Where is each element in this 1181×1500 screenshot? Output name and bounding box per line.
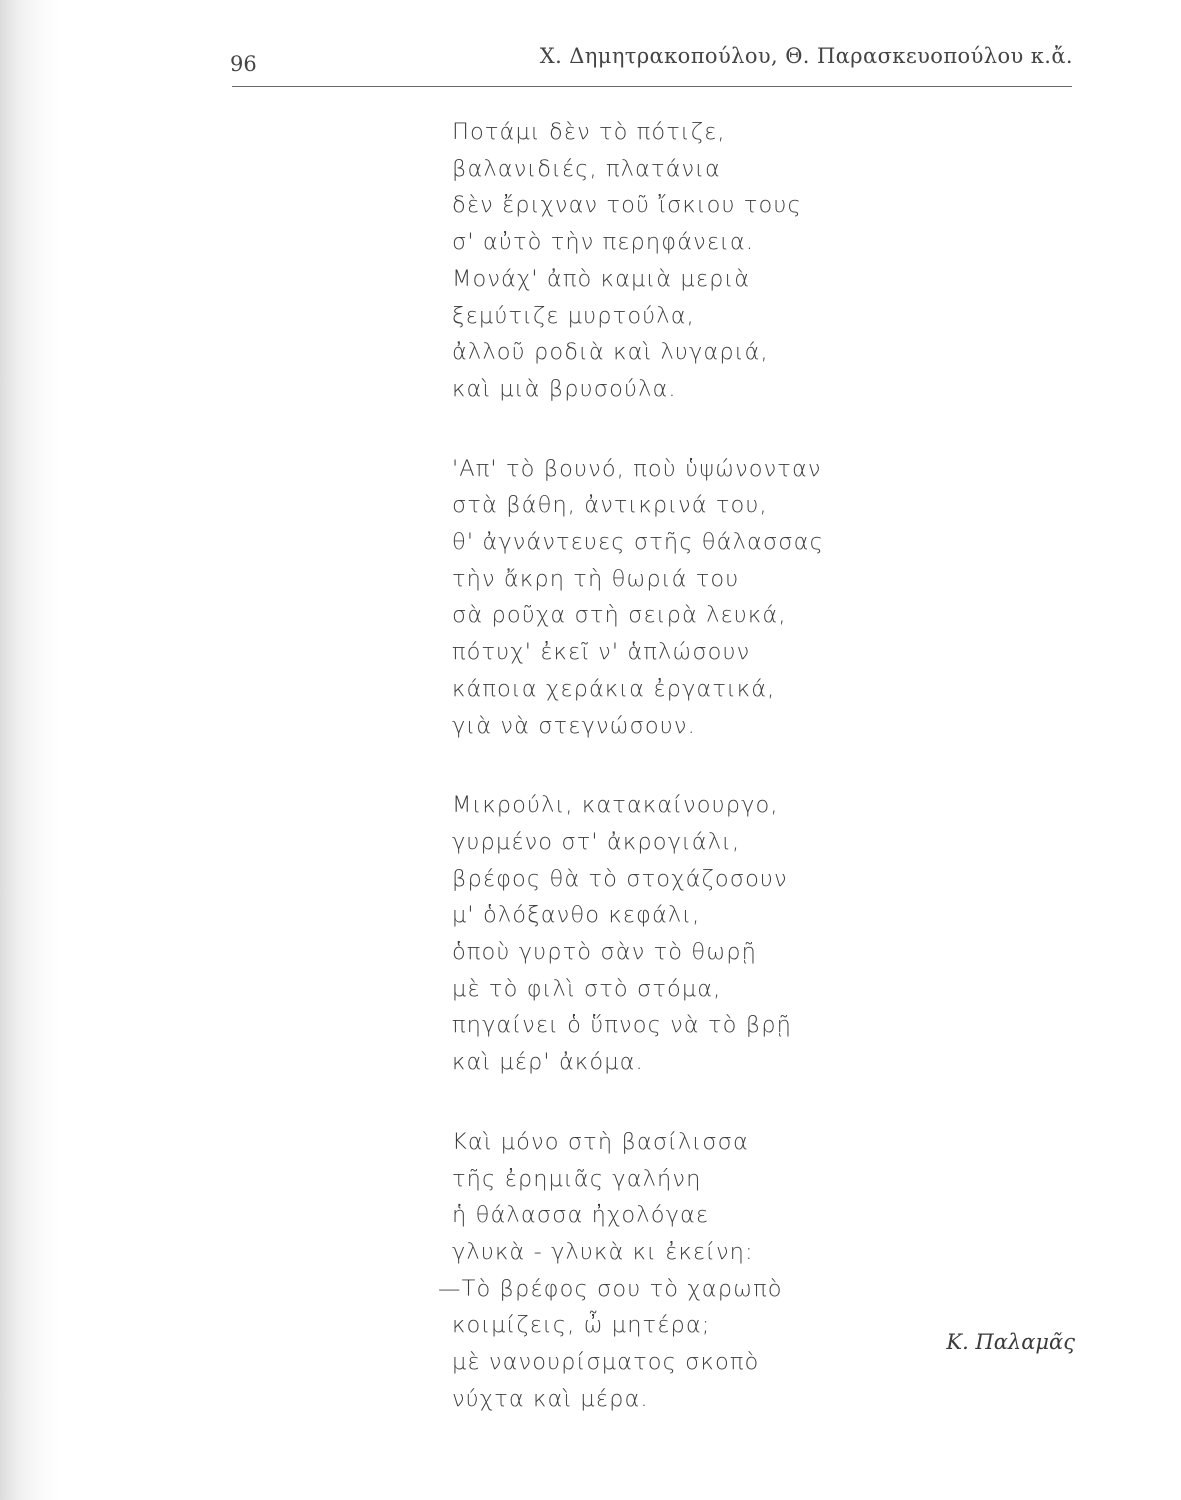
- poem-line: στὰ βάθη, ἀντικρινά του,: [452, 492, 768, 519]
- poem-line: νύχτα καὶ μέρα.: [452, 1385, 649, 1412]
- stanza-4: [438, 1124, 872, 1418]
- author-signature: Κ. Παλαμᾶς: [946, 1330, 1075, 1354]
- poem-line: σὰ ροῦχα στὴ σειρὰ λευκά,: [452, 602, 787, 629]
- poem-line: δὲν ἔριχναν τοῦ ἴσκιου τους: [452, 192, 802, 219]
- poem-line: γυρμένο στ' ἀκρογιάλι,: [452, 828, 741, 855]
- poem: [438, 114, 872, 1461]
- stanza-1: [452, 114, 872, 408]
- poem-line: γλυκὰ - γλυκὰ κι ἐκείνη:: [452, 1238, 754, 1265]
- poem-line: ὁποὺ γυρτὸ σὰν τὸ θωρῇ: [452, 939, 757, 966]
- poem-line: καὶ μιὰ βρυσούλα.: [452, 375, 677, 402]
- poem-line: πηγαίνει ὁ ὕπνος νὰ τὸ βρῇ: [452, 1012, 792, 1039]
- stanza-2: [452, 451, 872, 745]
- poem-line: ἀλλοῦ ροδιὰ καὶ λυγαριά,: [452, 339, 769, 366]
- poem-line: κάποια χεράκια ἐργατικά,: [452, 675, 776, 702]
- poem-line: ἡ θάλασσα ἠχολόγαε: [452, 1202, 710, 1229]
- stanza-3: [452, 787, 872, 1081]
- poem-line: γιὰ νὰ στεγνώσουν.: [452, 712, 696, 739]
- running-head: Χ. Δημητρακοπούλου, Θ. Παρασκευοπούλου κ.ἄ.: [539, 44, 1073, 68]
- page-number: 96: [230, 52, 257, 76]
- poem-line: Μονάχ' ἀπὸ καμιὰ μεριὰ: [452, 265, 751, 292]
- poem-line: θ' ἀγνάντευες στῆς θάλασσας: [452, 529, 824, 556]
- poem-line: Καὶ μόνο στὴ βασίλισσα: [452, 1128, 749, 1155]
- poem-line: μὲ τὸ φιλὶ στὸ στόμα,: [452, 975, 722, 1002]
- poem-line: μ' ὁλόξανθο κεφάλι,: [452, 902, 701, 929]
- poem-line: σ' αὐτὸ τὴν περηφάνεια.: [452, 229, 755, 256]
- poem-line: τὴν ἄκρη τὴ θωριά του: [452, 565, 740, 592]
- poem-line: καὶ μέρ' ἀκόμα.: [452, 1049, 644, 1076]
- poem-line: 'Απ' τὸ βουνό, ποὺ ὑψώνονταν: [452, 455, 822, 482]
- poem-line: —Τὸ βρέφος σου τὸ χαρωπὸ: [438, 1275, 783, 1302]
- header-rule: [232, 86, 1072, 87]
- poem-line: Ποτάμι δὲν τὸ πότιζε,: [452, 119, 726, 145]
- poem-line: Μικρούλι, κατακαίνουργο,: [452, 792, 779, 819]
- poem-line: βαλανιδιές, πλατάνια: [452, 155, 721, 182]
- page-edge-shadow: [0, 0, 60, 1500]
- poem-line: κοιμίζεις, ὦ μητέρα;: [452, 1312, 711, 1339]
- poem-line: τῆς ἐρημιᾶς γαλήνη: [452, 1165, 702, 1192]
- poem-line: βρέφος θὰ τὸ στοχάζοσουν: [452, 865, 788, 892]
- poem-line: πότυχ' ἐκεῖ ν' ἁπλώσουν: [452, 639, 751, 666]
- poem-line: ξεμύτιζε μυρτούλα,: [452, 302, 695, 329]
- poem-line: μὲ νανουρίσματος σκοπὸ: [452, 1349, 760, 1376]
